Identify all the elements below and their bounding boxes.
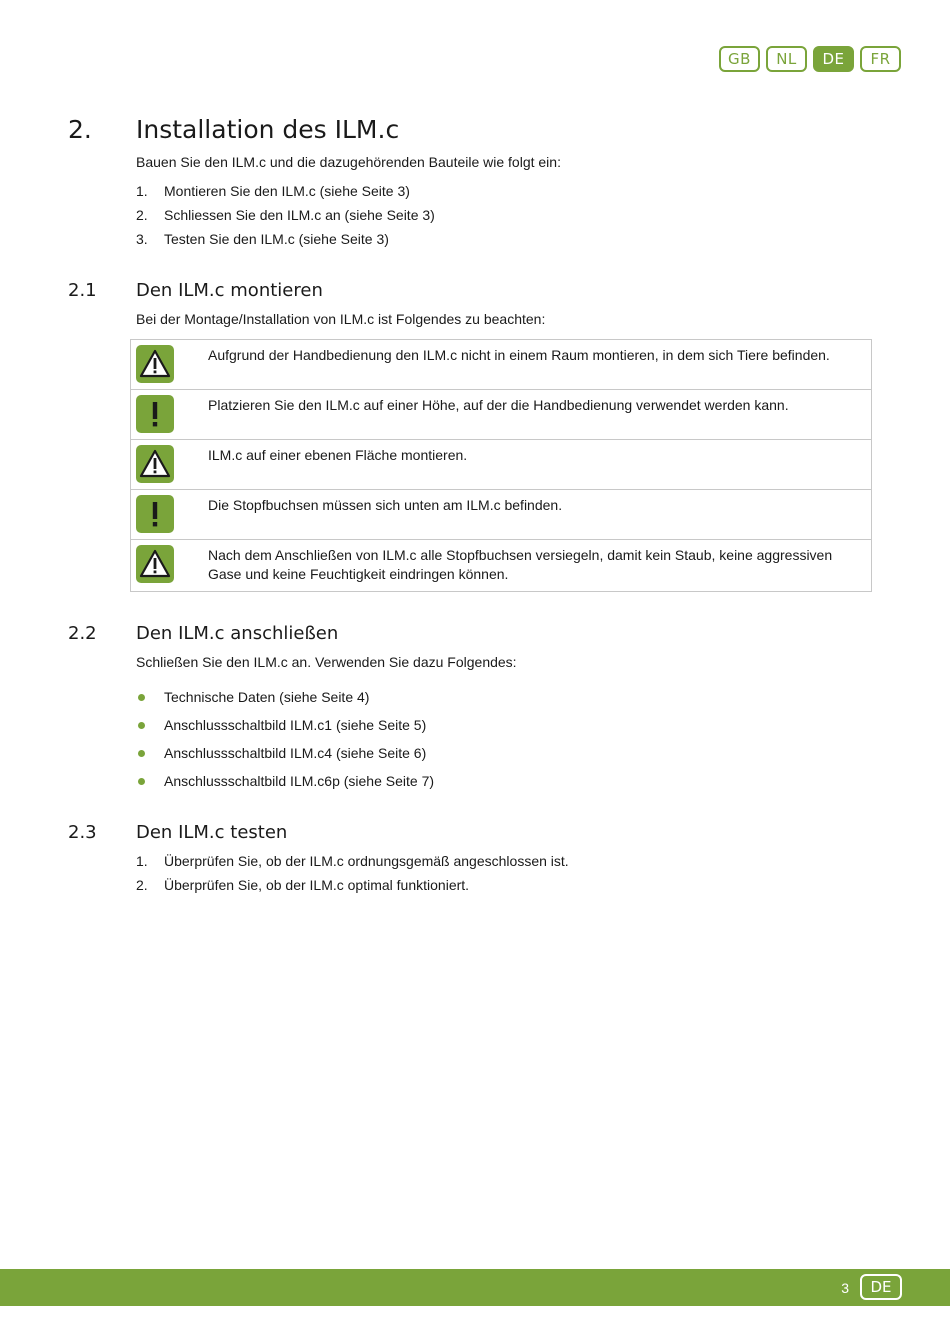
note-row [131, 390, 871, 440]
section-2-2-intro: Schließen Sie den ILM.c an. Verwenden Sie dazu Folgendes: [136, 654, 517, 670]
warning-triangle-icon [136, 445, 174, 483]
note-row [131, 440, 871, 490]
section-2-intro: Bauen Sie den ILM.c und die dazugehörenden Bauteile wie folgt ein: [136, 154, 561, 170]
note-row [131, 540, 871, 591]
note-text: Platzieren Sie den ILM.c auf einer Höhe, auf der die Handbedienung verwendet werden kann. [208, 397, 789, 413]
section-number: 2.3 [68, 822, 97, 843]
bullet-icon [138, 778, 145, 785]
section-title: Den ILM.c testen [136, 822, 288, 843]
footer-lang-badge: DE [860, 1274, 902, 1300]
page-number: 3 [841, 1280, 849, 1296]
section-number: 2.1 [68, 280, 97, 301]
language-tabs [719, 46, 901, 72]
note-row [131, 340, 871, 390]
bullet-icon [138, 694, 145, 701]
section-2-1-intro: Bei der Montage/Installation von ILM.c ist Folgendes zu beachten: [136, 311, 546, 327]
note-text: ILM.c auf einer ebenen Fläche montieren. [208, 447, 468, 463]
section-title: Den ILM.c anschließen [136, 623, 339, 644]
warning-triangle-icon [136, 345, 174, 383]
note-text: Aufgrund der Handbedienung den ILM.c nicht in einem Raum montieren, in dem sich Tiere befinden. [208, 347, 830, 363]
bullet-icon [138, 750, 145, 757]
lang-tab-gb[interactable]: GB [719, 46, 760, 72]
section-title: Den ILM.c montieren [136, 280, 323, 301]
section-number: 2.2 [68, 623, 97, 644]
section-title: Installation des ILM.c [136, 115, 400, 144]
notes-table [130, 339, 872, 592]
lang-tab-de[interactable]: DE [813, 46, 854, 72]
lang-tab-nl[interactable]: NL [766, 46, 807, 72]
note-text: Die Stopfbuchsen müssen sich unten am ILM.c befinden. [208, 497, 563, 513]
page-footer [0, 1269, 950, 1306]
note-row [131, 490, 871, 540]
exclamation-icon [136, 395, 174, 433]
bullet-icon [138, 722, 145, 729]
note-text: Nach dem Anschließen von ILM.c alle Stopfbuchsen versiegeln, damit kein Staub, keine aggressiven Gase und keine Feuchtigkeit eindringen können. [208, 547, 833, 582]
section-number: 2. [68, 115, 92, 144]
exclamation-icon [136, 495, 174, 533]
lang-tab-fr[interactable]: FR [860, 46, 901, 72]
warning-triangle-icon [136, 545, 174, 583]
